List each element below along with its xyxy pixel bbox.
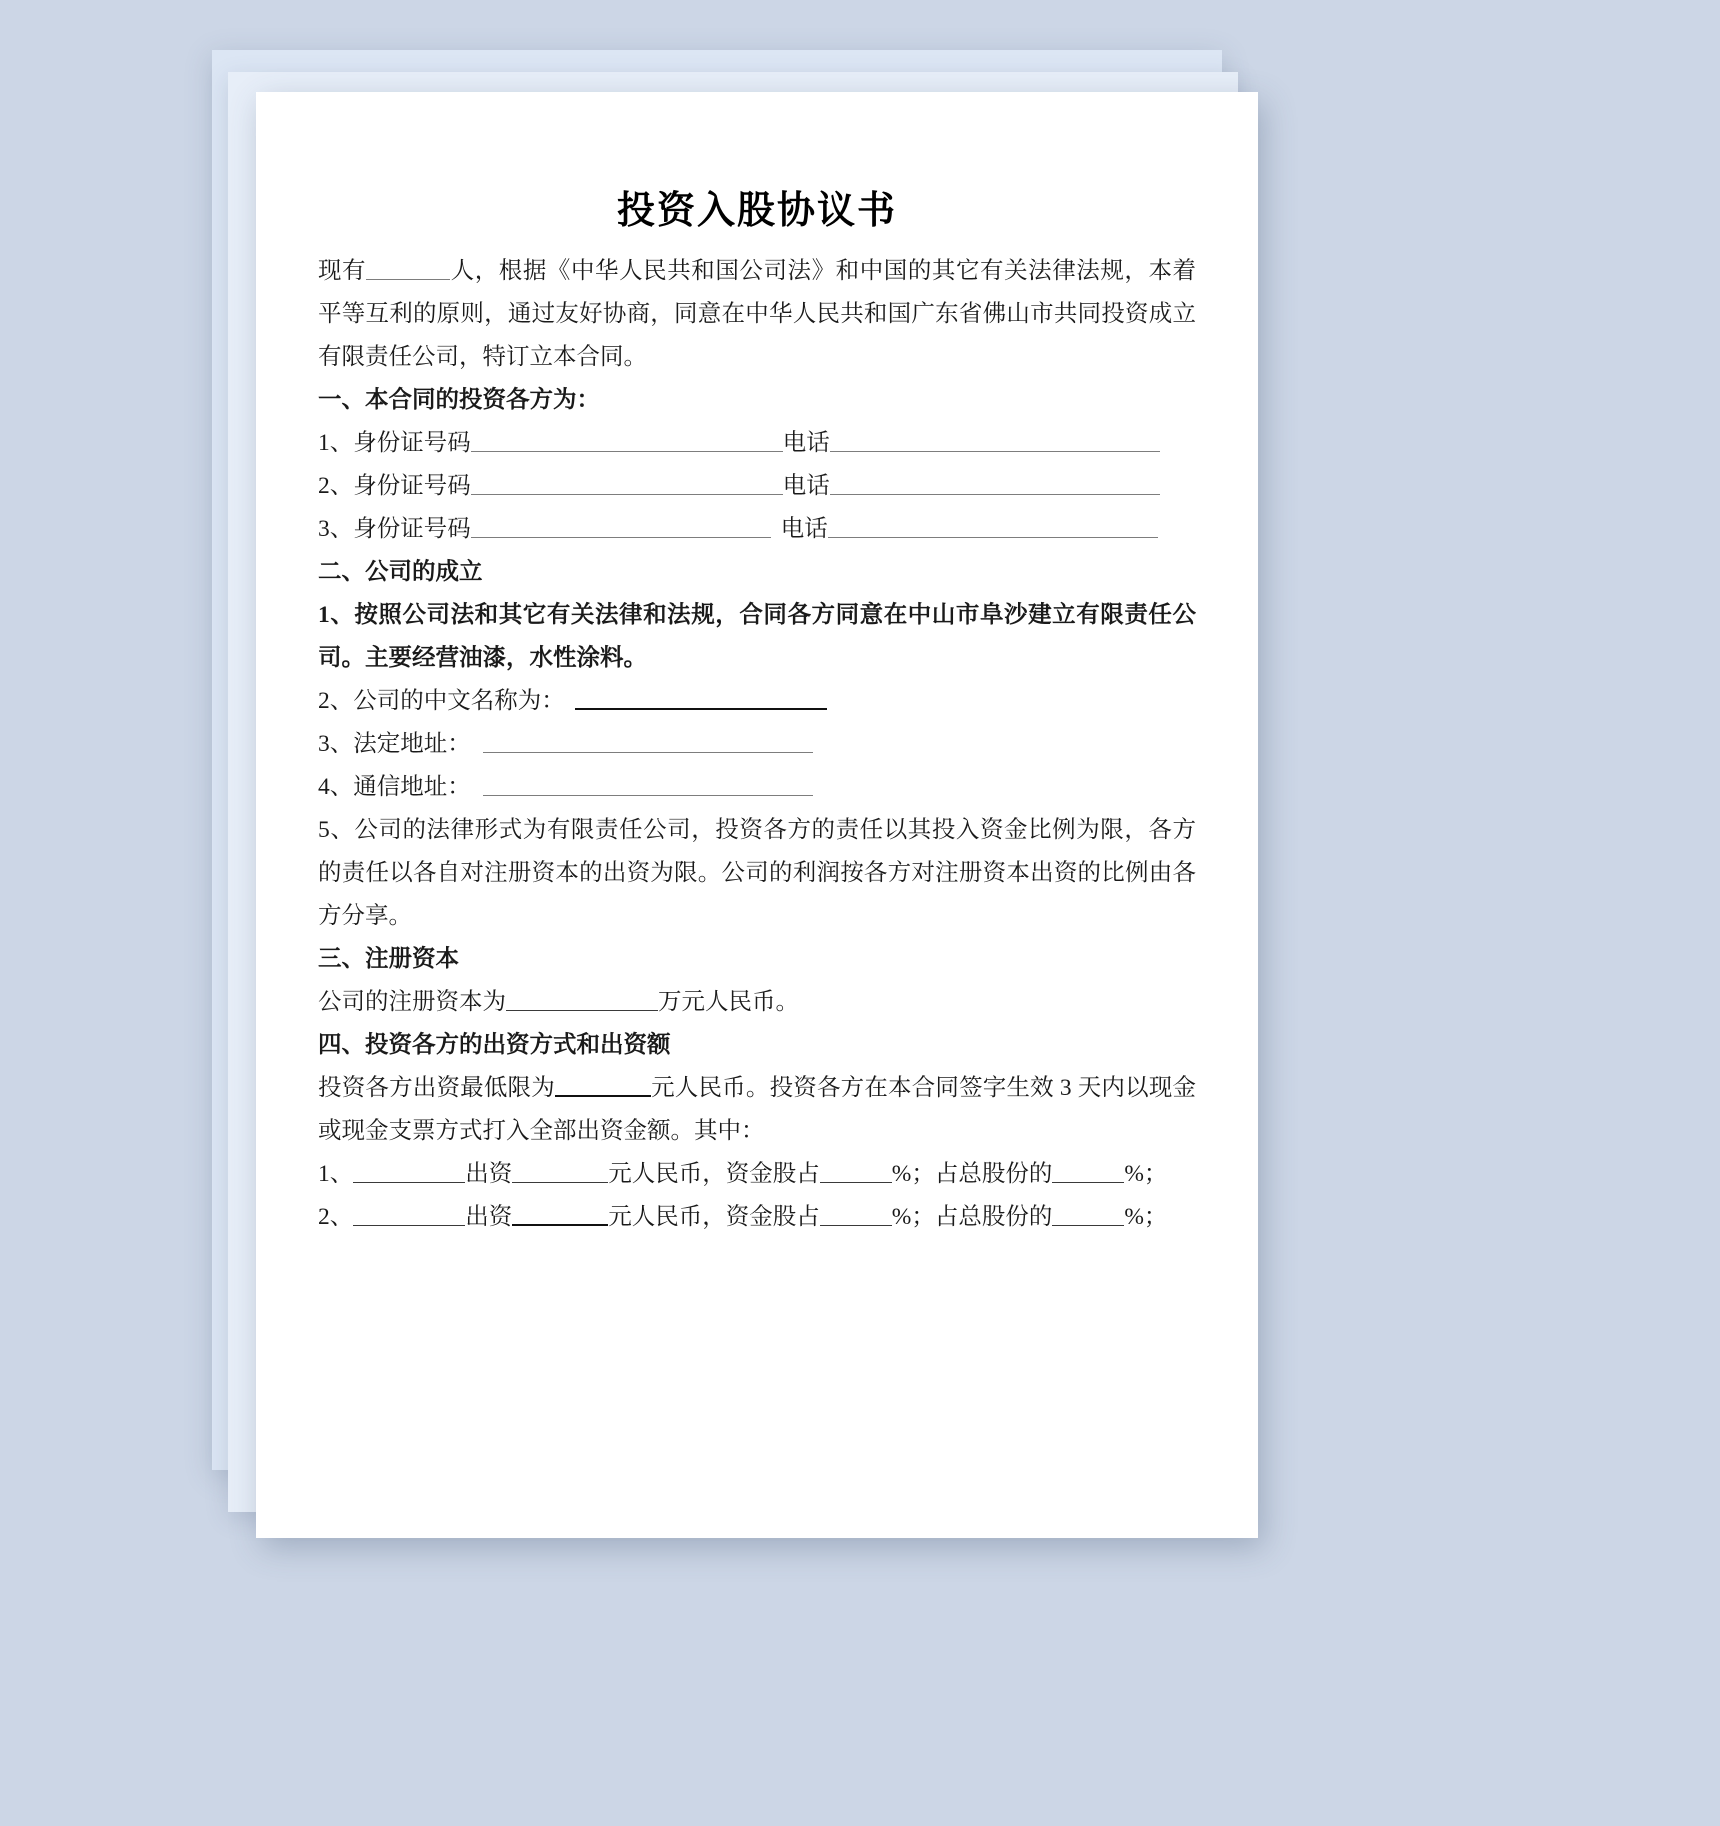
section-two-item-1: 1、按照公司法和其它有关法律和法规，合同各方同意在中山市阜沙建立有限责任公司。主要经营油漆，水性涂料。 (318, 601, 1196, 671)
preamble-after-blank: 人，根据《中华人民共和国公司法》和中国的其它有关法律法规，本着平等互利的原则，通过友好协商，同意在中华人民共和国广东省佛山市共同投资成立有限责任公司，特订立本合同。 (318, 257, 1197, 370)
section-two-heading: 二、公司的成立 (318, 558, 483, 585)
party-row-2-phone-label: 电话 (782, 472, 830, 499)
contribution-row-2-percent: %；占总股份的 (891, 1203, 1053, 1230)
registered-capital-row (318, 981, 1196, 1024)
party-row-2-id-field[interactable] (471, 469, 783, 495)
preamble-paragraph (318, 250, 1196, 379)
contribution-row-2-verb: 出资 (465, 1203, 513, 1230)
party-row-2-id-label: 身份证号码 (353, 472, 471, 499)
page-title: 投资入股协议书 (616, 190, 897, 232)
min-contribution-before-label: 投资各方出资最低限为 (318, 1074, 555, 1101)
registered-capital-after-label: 万元人民币。 (658, 988, 799, 1015)
contribution-row-2-amount-field[interactable] (512, 1199, 608, 1226)
section-two-item-4 (318, 766, 1196, 809)
contribution-row-2-total-share-field[interactable] (1052, 1200, 1124, 1226)
registered-capital-field[interactable] (506, 985, 658, 1011)
preamble-blank-field[interactable] (366, 254, 450, 280)
contribution-row-2-tail: %； (1124, 1203, 1168, 1230)
party-row-3-phone-label: 电话 (780, 515, 828, 542)
party-row-3-id-field[interactable] (471, 512, 771, 538)
party-row-1-phone-field[interactable] (830, 426, 1160, 452)
contribution-row-1 (318, 1153, 1196, 1196)
party-row-3-index: 3、 (318, 515, 354, 542)
party-row-1-index: 1、 (318, 429, 354, 456)
contribution-row-1-amount-field[interactable] (512, 1157, 608, 1183)
party-row-2 (318, 465, 1196, 508)
party-row-1-id-field[interactable] (471, 426, 783, 452)
registered-capital-before-label: 公司的注册资本为 (318, 988, 506, 1015)
party-row-3 (318, 508, 1196, 551)
party-row-3-id-label: 身份证号码 (353, 515, 471, 542)
party-row-2-phone-field[interactable] (830, 469, 1160, 495)
preamble-before-blank: 现有 (318, 257, 367, 284)
company-chinese-name-field[interactable] (575, 683, 827, 710)
section-one-heading: 一、本合同的投资各方为： (318, 386, 600, 413)
party-row-1-id-label: 身份证号码 (353, 429, 471, 456)
section-two-item-5: 5、公司的法律形式为有限责任公司，投资各方的责任以其投入资金比例为限，各方的责任以各自对注册资本的出资为限。公司的利润按各方对注册资本出资的比例由各方分享。 (318, 816, 1196, 929)
section-three-heading: 三、注册资本 (318, 945, 459, 972)
contribution-row-1-percent: %；占总股份的 (891, 1160, 1053, 1187)
contribution-row-1-party-field[interactable] (353, 1157, 465, 1183)
contribution-row-2-currency: 元人民币，资金股占 (608, 1203, 820, 1230)
party-row-1 (318, 422, 1196, 465)
mailing-address-label: 4、通信地址： (318, 773, 471, 800)
contribution-row-2-capital-share-field[interactable] (820, 1200, 892, 1226)
section-two-item-3 (318, 723, 1196, 766)
min-contribution-after-label: 元人民币。投资各方在本合同签字生效 3 天内以现金或现金支票方式打入全部出资金额。其中： (318, 1074, 1197, 1144)
legal-address-field[interactable] (483, 727, 813, 753)
mailing-address-field[interactable] (483, 770, 813, 796)
contribution-row-2-party-field[interactable] (353, 1200, 465, 1226)
contribution-row-1-index: 1、 (318, 1160, 354, 1187)
company-chinese-name-label: 2、公司的中文名称为： (318, 687, 565, 714)
party-row-3-phone-field[interactable] (828, 512, 1158, 538)
contribution-row-2-index: 2、 (318, 1203, 354, 1230)
document-page (256, 92, 1258, 1538)
contribution-row-2 (318, 1196, 1196, 1239)
min-contribution-field[interactable] (555, 1070, 651, 1097)
section-two-item-2 (318, 680, 1196, 723)
party-row-2-index: 2、 (318, 472, 354, 499)
legal-address-label: 3、法定地址： (318, 730, 471, 757)
section-four-heading: 四、投资各方的出资方式和出资额 (318, 1031, 671, 1058)
party-row-1-phone-label: 电话 (782, 429, 830, 456)
contribution-row-1-verb: 出资 (465, 1160, 513, 1187)
contribution-row-1-capital-share-field[interactable] (820, 1157, 892, 1183)
contribution-row-1-tail: %； (1124, 1160, 1168, 1187)
contribution-row-1-total-share-field[interactable] (1052, 1157, 1124, 1183)
contribution-row-1-currency: 元人民币，资金股占 (608, 1160, 820, 1187)
section-four-intro (318, 1067, 1196, 1153)
